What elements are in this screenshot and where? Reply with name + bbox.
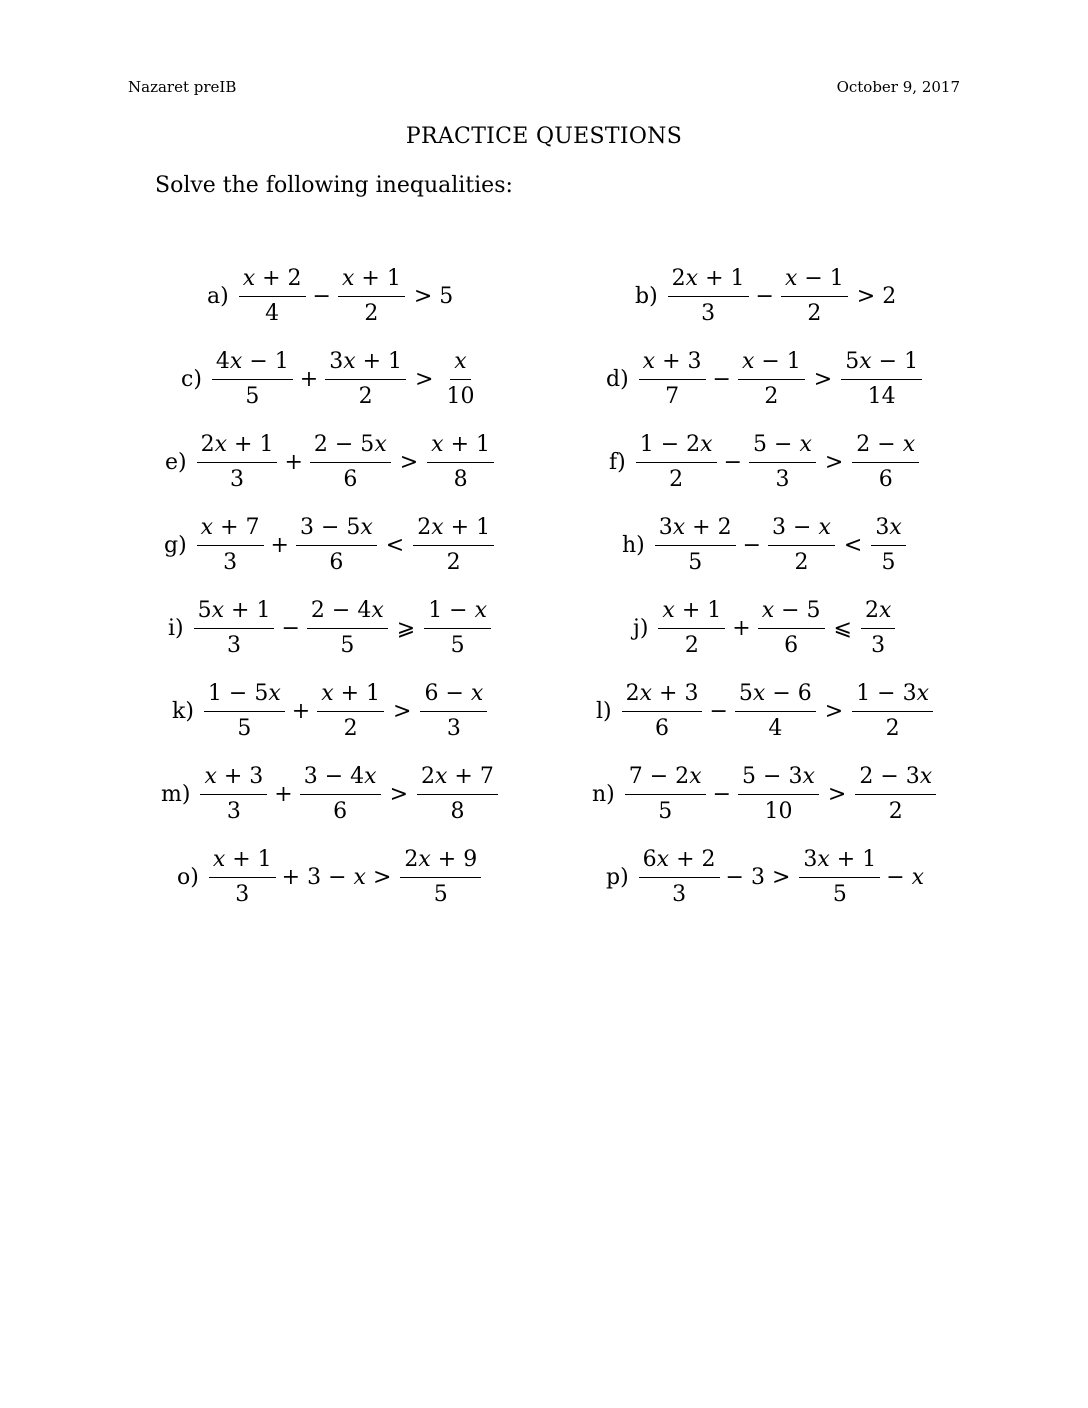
problem-o — [177, 847, 485, 908]
numerator: 2 − 5x — [310, 432, 391, 463]
denominator: 2 — [364, 301, 379, 326]
denominator: 3 — [223, 550, 238, 575]
fraction — [209, 847, 276, 908]
denominator: 6 — [343, 467, 358, 492]
numerator: 1 − x — [424, 598, 491, 629]
numerator: 4x − 1 — [212, 349, 293, 380]
fraction — [417, 764, 498, 825]
comparison-operator: ⩾ — [396, 616, 416, 641]
problem-j — [633, 598, 899, 659]
denominator: 5 — [658, 799, 673, 824]
numerator: 2 − 4x — [307, 598, 388, 629]
denominator: 5 — [832, 882, 847, 907]
numerator: 3x + 2 — [655, 515, 736, 546]
fraction — [400, 847, 481, 908]
comparison-operator: ⩽ — [833, 616, 852, 641]
denominator: 5 — [237, 716, 252, 741]
denominator: 7 — [665, 384, 680, 409]
fraction — [200, 764, 267, 825]
numerator: 3x — [871, 515, 905, 546]
fraction — [855, 764, 936, 825]
comparison-operator: > — [415, 367, 434, 392]
operator: + — [270, 533, 289, 558]
header-course: Nazaret preIB — [128, 78, 237, 96]
denominator: 2 — [764, 384, 779, 409]
numerator: x + 1 — [209, 847, 276, 878]
operator: − — [723, 450, 743, 475]
numerator: 2x + 7 — [417, 764, 498, 795]
numerator: 2 − x — [852, 432, 919, 463]
numerator: x + 2 — [239, 266, 306, 297]
numerator: 1 − 5x — [204, 681, 285, 712]
problem-c — [181, 349, 482, 410]
denominator: 10 — [446, 384, 475, 409]
problem-n — [592, 764, 940, 825]
numerator: x + 3 — [200, 764, 267, 795]
problem-label: e) — [165, 450, 187, 475]
fraction — [317, 681, 384, 742]
numerator: 1 − 2x — [636, 432, 717, 463]
numerator: 2 − 3x — [855, 764, 936, 795]
operator: − — [712, 367, 731, 392]
denominator: 2 — [885, 716, 900, 741]
denominator: 2 — [684, 633, 699, 658]
fraction — [622, 681, 703, 742]
numerator: 3x + 1 — [325, 349, 406, 380]
comparison-operator: < — [385, 533, 405, 558]
problem-label: k) — [172, 699, 194, 724]
numerator: 2x + 3 — [622, 681, 703, 712]
fraction — [738, 349, 805, 410]
operator: − — [755, 284, 774, 309]
numerator: x + 1 — [658, 598, 725, 629]
fraction — [442, 349, 478, 410]
problem-m — [161, 764, 502, 825]
denominator: 3 — [701, 301, 716, 326]
denominator: 5 — [340, 633, 355, 658]
numerator: 3x + 1 — [799, 847, 880, 878]
operator: − — [742, 533, 762, 558]
fraction — [204, 681, 285, 742]
denominator: 8 — [453, 467, 468, 492]
denominator: 2 — [358, 384, 373, 409]
denominator: 3 — [672, 882, 687, 907]
numerator: 6 − x — [420, 681, 487, 712]
fraction — [861, 598, 895, 659]
numerator: x + 7 — [197, 515, 264, 546]
operator: + — [284, 450, 303, 475]
denominator: 6 — [878, 467, 893, 492]
fraction — [749, 432, 816, 493]
denominator: 2 — [807, 301, 822, 326]
fraction — [194, 598, 275, 659]
denominator: 5 — [433, 882, 448, 907]
problem-b — [635, 266, 898, 327]
fraction — [420, 681, 487, 742]
problem-label: f) — [609, 450, 626, 475]
operator: + — [291, 699, 311, 724]
fraction — [738, 764, 819, 825]
fraction — [668, 266, 749, 327]
fraction — [625, 764, 706, 825]
denominator: 3 — [230, 467, 245, 492]
denominator: 6 — [655, 716, 670, 741]
problem-h — [622, 515, 910, 576]
fraction — [310, 432, 391, 493]
problem-label: n) — [592, 782, 615, 807]
denominator: 14 — [867, 384, 896, 409]
denominator: 6 — [333, 799, 348, 824]
numerator: 2x + 1 — [413, 515, 494, 546]
term: − 3 — [725, 865, 765, 890]
fraction — [852, 432, 919, 493]
numerator: x − 5 — [758, 598, 825, 629]
fraction — [636, 432, 717, 493]
denominator: 4 — [768, 716, 783, 741]
comparison-operator: > — [827, 782, 847, 807]
fraction — [338, 266, 405, 327]
problem-d — [606, 349, 926, 410]
problem-label: l) — [596, 699, 612, 724]
numerator: x + 1 — [427, 432, 494, 463]
numerator: 7 − 2x — [625, 764, 706, 795]
problem-k — [172, 681, 491, 742]
fraction — [852, 681, 933, 742]
problem-label: g) — [164, 533, 187, 558]
fraction — [655, 515, 736, 576]
problem-label: a) — [207, 284, 229, 309]
denominator: 4 — [265, 301, 280, 326]
fraction — [413, 515, 494, 576]
problem-g — [164, 515, 498, 576]
fraction — [799, 847, 880, 908]
denominator: 3 — [226, 799, 241, 824]
fraction — [212, 349, 293, 410]
numerator: 2x + 1 — [197, 432, 278, 463]
header-date: October 9, 2017 — [836, 78, 960, 96]
comparison-operator: > — [824, 699, 844, 724]
numerator: 1 − 3x — [852, 681, 933, 712]
numerator: 5x − 6 — [735, 681, 816, 712]
operator: − — [709, 699, 728, 724]
denominator: 2 — [794, 550, 809, 575]
denominator: 8 — [450, 799, 465, 824]
numerator: x + 1 — [317, 681, 384, 712]
problem-label: o) — [177, 865, 199, 890]
denominator: 3 — [775, 467, 790, 492]
numerator: x − 1 — [781, 266, 848, 297]
comparison-operator: > — [399, 450, 419, 475]
fraction — [307, 598, 388, 659]
fraction — [424, 598, 491, 659]
denominator: 5 — [245, 384, 260, 409]
numerator: 2x + 1 — [668, 266, 749, 297]
fraction — [325, 349, 406, 410]
operator: + — [274, 782, 293, 807]
numerator: 2x — [861, 598, 895, 629]
fraction — [841, 349, 922, 410]
problem-label: i) — [168, 616, 184, 641]
problem-l — [596, 681, 937, 742]
fraction — [658, 598, 725, 659]
problem-f — [609, 432, 923, 493]
fraction — [197, 432, 278, 493]
denominator: 5 — [450, 633, 465, 658]
operator: − — [712, 782, 732, 807]
fraction — [758, 598, 825, 659]
problem-label: d) — [606, 367, 629, 392]
comparison-operator: > — [824, 450, 844, 475]
numerator: 5 − x — [749, 432, 816, 463]
fraction — [871, 515, 905, 576]
denominator: 5 — [688, 550, 703, 575]
problem-label: c) — [181, 367, 202, 392]
numerator: 2x + 9 — [400, 847, 481, 878]
numerator: 5x − 1 — [841, 349, 922, 380]
fraction — [639, 349, 706, 410]
operator: + — [299, 367, 319, 392]
problem-a — [207, 266, 455, 327]
fraction — [239, 266, 306, 327]
denominator: 3 — [871, 633, 886, 658]
fraction — [296, 515, 377, 576]
term: − x — [886, 865, 925, 890]
denominator: 5 — [881, 550, 896, 575]
numerator: 3 − 4x — [300, 764, 381, 795]
denominator: 2 — [446, 550, 461, 575]
denominator: 2 — [669, 467, 684, 492]
term: 5 — [439, 284, 454, 309]
fraction — [639, 847, 720, 908]
denominator: 3 — [446, 716, 461, 741]
numerator: x + 3 — [639, 349, 706, 380]
fraction — [768, 515, 835, 576]
comparison-operator: > — [389, 782, 409, 807]
comparison-operator: > — [813, 367, 833, 392]
term: + 3 − x — [281, 865, 366, 890]
denominator: 10 — [764, 799, 793, 824]
problem-i — [168, 598, 495, 659]
operator: + — [732, 616, 751, 641]
problem-label: b) — [635, 284, 658, 309]
denominator: 2 — [343, 716, 358, 741]
numerator: x + 1 — [338, 266, 405, 297]
denominator: 6 — [329, 550, 344, 575]
operator: − — [281, 616, 300, 641]
comparison-operator: > — [372, 865, 392, 890]
numerator: x − 1 — [738, 349, 805, 380]
problem-label: m) — [161, 782, 191, 807]
denominator: 3 — [235, 882, 250, 907]
page-title: PRACTICE QUESTIONS — [405, 124, 683, 149]
numerator: 5x + 1 — [194, 598, 275, 629]
denominator: 6 — [784, 633, 799, 658]
comparison-operator: < — [843, 533, 863, 558]
comparison-operator: > — [413, 284, 433, 309]
numerator: x — [450, 349, 470, 380]
term: 2 — [882, 284, 897, 309]
comparison-operator: > — [856, 284, 876, 309]
instruction-text: Solve the following inequalities: — [155, 173, 513, 198]
denominator: 2 — [888, 799, 903, 824]
fraction — [735, 681, 816, 742]
numerator: 3 − x — [768, 515, 835, 546]
operator: − — [312, 284, 331, 309]
numerator: 3 − 5x — [296, 515, 377, 546]
problem-label: j) — [633, 616, 649, 641]
problem-label: p) — [606, 865, 629, 890]
problem-p — [606, 847, 926, 908]
denominator: 3 — [227, 633, 242, 658]
problem-e — [165, 432, 498, 493]
comparison-operator: > — [393, 699, 412, 724]
fraction — [197, 515, 264, 576]
numerator: 5 − 3x — [738, 764, 819, 795]
fraction — [427, 432, 494, 493]
comparison-operator: > — [771, 865, 791, 890]
fraction — [781, 266, 848, 327]
problem-label: h) — [622, 533, 645, 558]
fraction — [300, 764, 381, 825]
numerator: 6x + 2 — [639, 847, 720, 878]
